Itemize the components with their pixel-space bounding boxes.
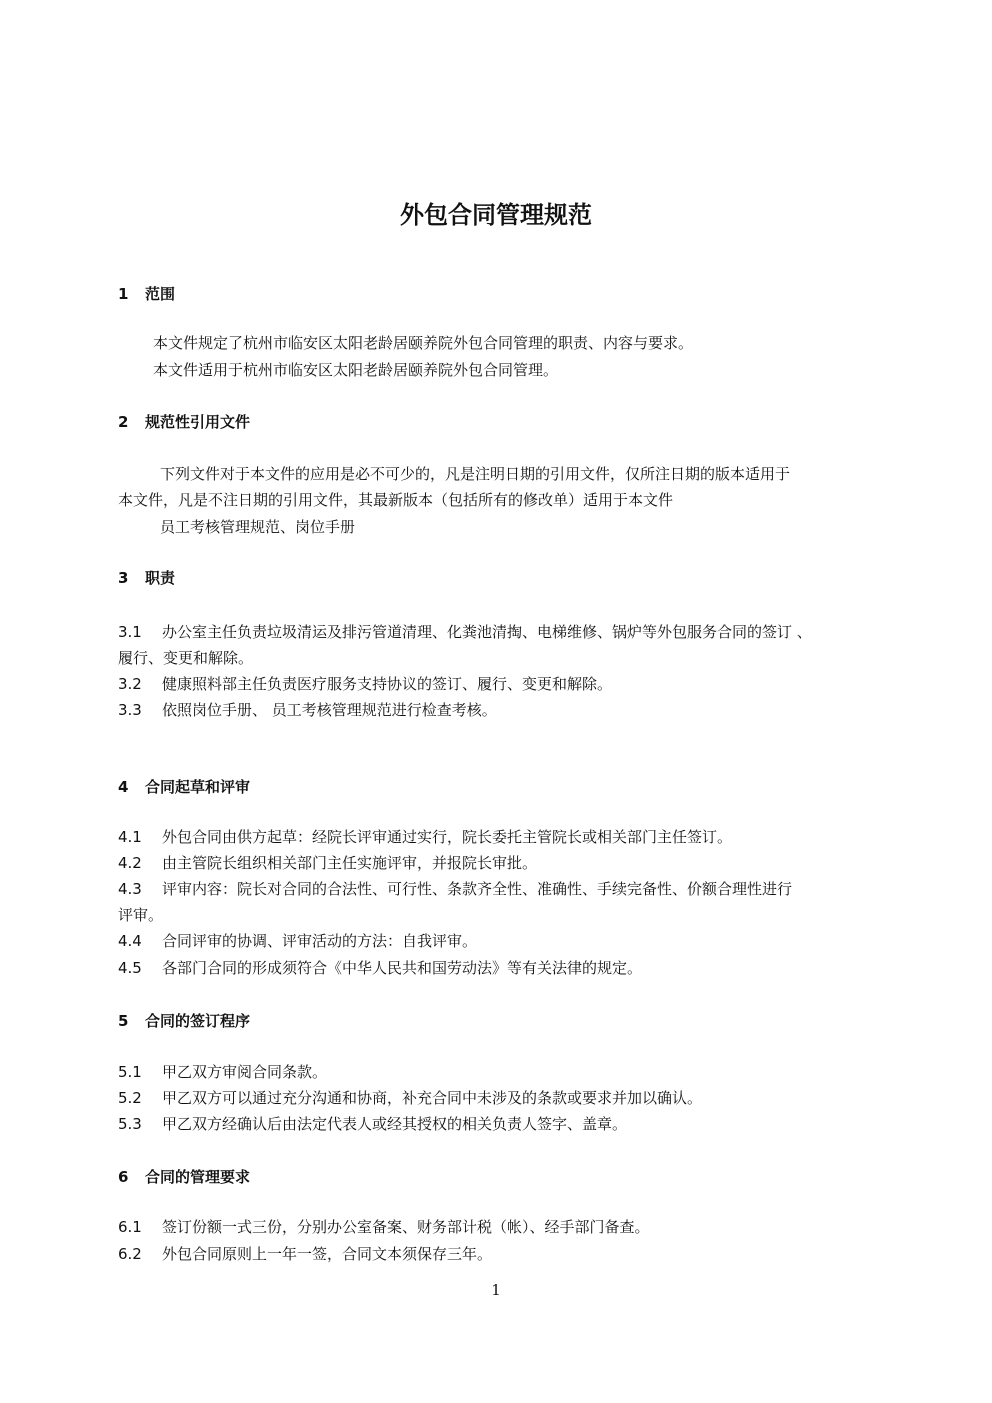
clause-4-2 [118, 852, 537, 874]
section-heading-4 [118, 776, 250, 798]
clause-number: 4.5 [118, 959, 142, 977]
clause-number: 3.3 [118, 701, 142, 719]
clause-number: 4.2 [118, 854, 142, 872]
section-title: 职责 [145, 569, 176, 587]
clause-number: 3.1 [118, 623, 142, 641]
clause-number: 4.3 [118, 880, 142, 898]
section-heading-3 [118, 567, 175, 589]
clause-text: 办公室主任负责垃圾清运及排污管道清理、化粪池清掏、电梯维修、锅炉等外包服务合同的签订 、 [162, 623, 812, 641]
section-number: 5 [118, 1012, 129, 1030]
clause-text: 外包合同原则上一年一签，合同文本须保存三年。 [162, 1245, 493, 1263]
clause-text: 甲乙双方可以通过充分沟通和协商，补充合同中未涉及的条款或要求并加以确认。 [162, 1089, 703, 1107]
clause-5-3 [118, 1113, 627, 1135]
section-title: 合同的签订程序 [145, 1012, 251, 1030]
paragraph-continuation: 本文件，凡是不注日期的引用文件，其最新版本（包括所有的修改单）适用于本文件 [118, 491, 674, 509]
section-heading-1 [118, 283, 175, 305]
clause-text: 健康照料部主任负责医疗服务支持协议的签订、履行、变更和解除。 [162, 675, 613, 693]
clause-text: 甲乙双方经确认后由法定代表人或经其授权的相关负责人签字、盖章。 [162, 1115, 628, 1133]
paragraph: 本文件规定了杭州市临安区太阳老龄居颐养院外包合同管理的职责、内容与要求。 [153, 334, 694, 352]
clause-text: 甲乙双方审阅合同条款。 [162, 1063, 328, 1081]
clause-number: 4.1 [118, 828, 142, 846]
clause-text: 由主管院长组织相关部门主任实施评审，并报院长审批。 [162, 854, 538, 872]
clause-text: 依照岗位手册、 员工考核管理规范进行检查考核。 [162, 701, 497, 719]
section-heading-6 [118, 1166, 250, 1188]
clause-4-5 [118, 957, 642, 979]
clause-number: 4.4 [118, 932, 142, 950]
section-number: 3 [118, 569, 129, 587]
clause-4-1 [118, 826, 732, 848]
clause-text: 各部门合同的形成须符合《中华人民共和国劳动法》等有关法律的规定。 [162, 959, 643, 977]
referenced-documents: 员工考核管理规范、岗位手册 [160, 518, 356, 536]
clause-text: 签订份额一式三份，分别办公室备案、财务部计税（帐）、经手部门备查。 [162, 1218, 650, 1236]
clause-number: 6.1 [118, 1218, 142, 1236]
clause-text: 外包合同由供方起草：经院长评审通过实行，院长委托主管院长或相关部门主任签订。 [162, 828, 733, 846]
section-number: 2 [118, 413, 129, 431]
clause-6-1 [118, 1216, 650, 1238]
clause-text: 合同评审的协调、评审活动的方法：自我评审。 [162, 932, 478, 950]
clause-6-2 [118, 1243, 492, 1265]
clause-continuation: 履行、变更和解除。 [118, 649, 254, 667]
page-number: 1 [491, 1281, 501, 1299]
clause-3-1 [118, 621, 812, 643]
section-title: 合同的管理要求 [145, 1168, 251, 1186]
document-title: 外包合同管理规范 [400, 201, 592, 229]
section-number: 1 [118, 285, 129, 303]
section-title: 范围 [145, 285, 176, 303]
section-heading-5 [118, 1010, 250, 1032]
clause-3-2 [118, 673, 612, 695]
clause-number: 6.2 [118, 1245, 142, 1263]
clause-5-1 [118, 1061, 327, 1083]
clause-number: 5.1 [118, 1063, 142, 1081]
clause-4-4 [118, 930, 477, 952]
clause-5-2 [118, 1087, 702, 1109]
section-title: 合同起草和评审 [145, 778, 251, 796]
clause-number: 3.2 [118, 675, 142, 693]
paragraph: 本文件适用于杭州市临安区太阳老龄居颐养院外包合同管理。 [153, 361, 559, 379]
clause-number: 5.3 [118, 1115, 142, 1133]
clause-text: 评审内容：院长对合同的合法性、可行性、条款齐全性、准确性、手续完备性、价额合理性进行 [162, 880, 793, 898]
section-heading-2 [118, 411, 250, 433]
clause-4-3 [118, 878, 792, 900]
clause-3-3 [118, 699, 497, 721]
section-number: 6 [118, 1168, 129, 1186]
clause-continuation: 评审。 [118, 906, 164, 924]
section-number: 4 [118, 778, 129, 796]
paragraph: 下列文件对于本文件的应用是必不可少的，凡是注明日期的引用文件，仅所注日期的版本适用于 [160, 465, 791, 483]
section-title: 规范性引用文件 [145, 413, 251, 431]
clause-number: 5.2 [118, 1089, 142, 1107]
